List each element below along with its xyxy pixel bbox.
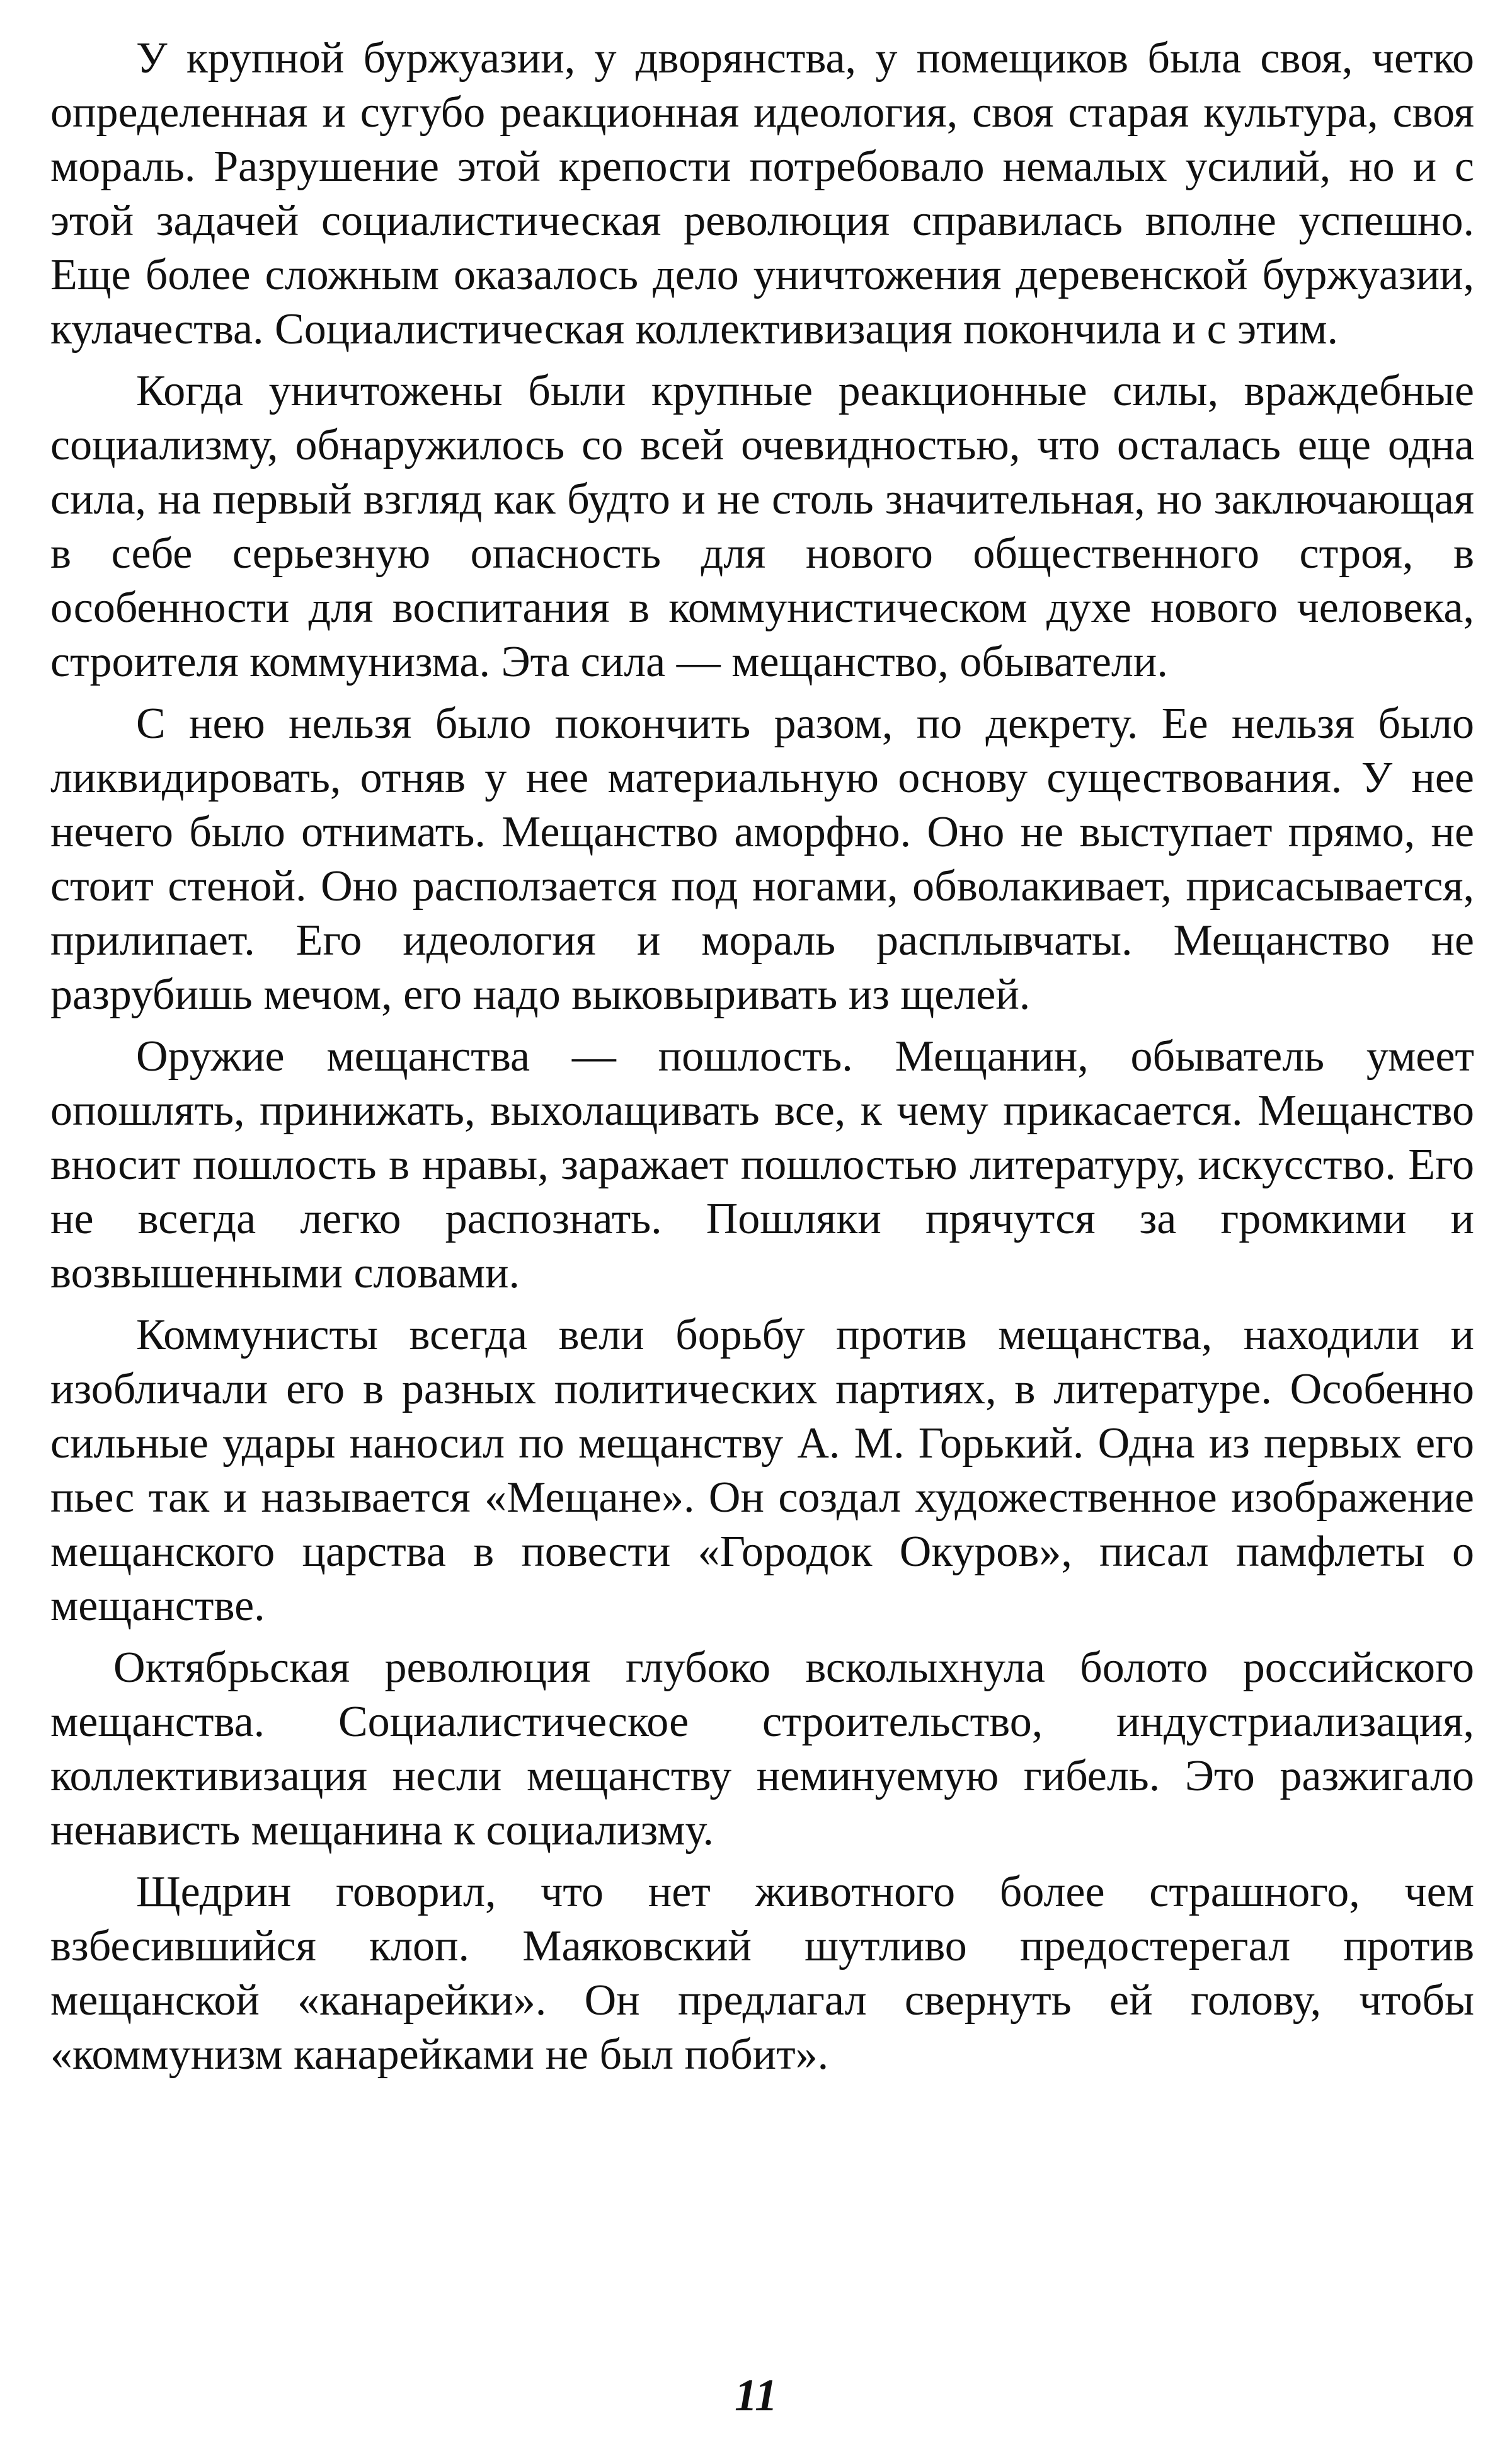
paragraph-4: Оружие мещанства — пошлость. Мещанин, обыватель умеет опошлять, принижать, выхолащивать все, к чему прикасается. Мещанство вносит пошлость в нравы, заражает пошлостью литературу, искусство. Его не всегда легко распознать. Пошляки прячутся за громкими и возвышенными словами. — [50, 1032, 1474, 1297]
paragraph-5: Коммунисты всегда вели борьбу против мещанства, находили и изобличали его в разных политических партиях, в литературе. Особенно сильные удары наносил по мещанству А. М. Горький. Одна из первых его пьес так и называется «Мещане». Он создал художественное изображение мещанского царства в повести «Городок Окуров», писал памфлеты о мещанстве. — [50, 1311, 1474, 1630]
page-body — [50, 32, 1474, 2090]
paragraph-7: Щедрин говорил, что нет животного более страшного, чем взбесившийся клоп. Маяковский шутливо предостерегал против мещанской «канарейки». Он предлагал свернуть ей голову, чтобы «коммунизм канарейками не был побит». — [50, 1868, 1474, 2079]
paragraph-3: С нею нельзя было покончить разом, по декрету. Ее нельзя было ликвидировать, отняв у нее материальную основу существования. У нее нечего было отнимать. Мещанство аморфно. Оно не выступает прямо, не стоит стеной. Оно расползается под ногами, обволакивает, присасывается, прилипает. Его идеология и мораль расплывчаты. Мещанство не разрубишь мечом, его надо выковыривать из щелей. — [50, 699, 1474, 1019]
paragraph-1: У крупной буржуазии, у дворянства, у помещиков была своя, четко определенная и сугубо реакционная идеология, своя старая культура, своя мораль. Разрушение этой крепости потребовало немалых усилий, но и с этой задачей социалистическая революция справилась вполне успешно. Еще более сложным оказалось дело уничтожения деревенской буржуазии, кулачества. Социалистическая коллективизация покончила и с этим. — [50, 34, 1474, 354]
page-number: 11 — [734, 2370, 778, 2420]
paragraph-2: Когда уничтожены были крупные реакционные силы, враждебные социализму, обнаружилось со всей очевидностью, что осталась еще одна сила, на первый взгляд как будто и не столь значительная, но заключающая в себе серьезную опасность для нового общественного строя, в особенности для воспитания в коммунистическом духе нового человека, строителя коммунизма. Эта сила — мещанство, обыватели. — [50, 367, 1474, 686]
paragraph-6: Октябрьская революция глубоко всколыхнула болото российского мещанства. Социалистическое строительство, индустриализация, коллективизация несли мещанству неминуемую гибель. Это разжигало ненависть мещанина к социализму. — [50, 1643, 1474, 1855]
